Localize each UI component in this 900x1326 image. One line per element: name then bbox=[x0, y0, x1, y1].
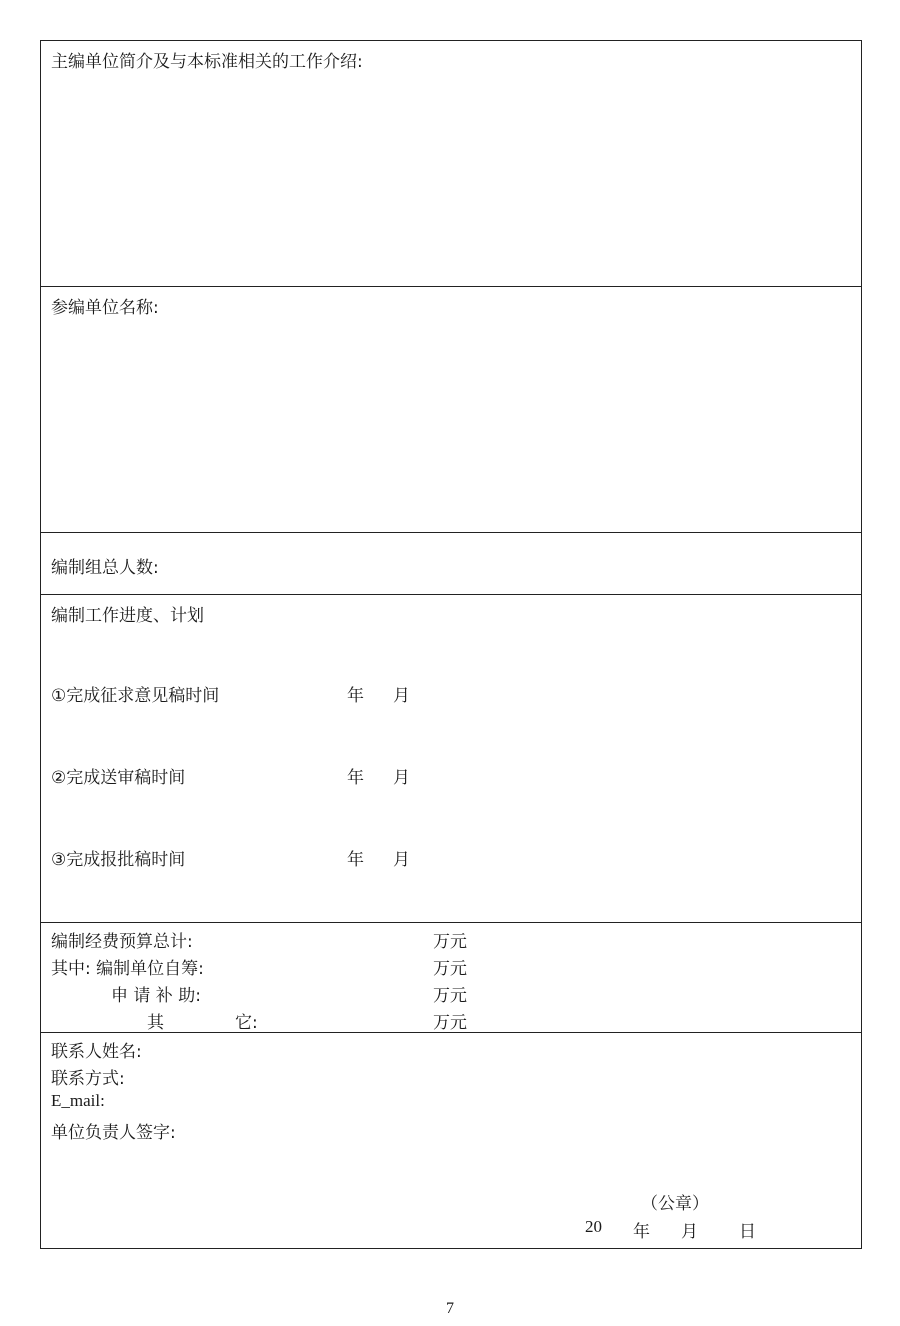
official-seal-label: （公章） bbox=[641, 1194, 709, 1214]
schedule-item-label: ③完成报批稿时间 bbox=[51, 850, 186, 870]
schedule-item-year: 年 bbox=[347, 768, 364, 788]
page-number: 7 bbox=[446, 1300, 454, 1317]
contact-name-label: 联系人姓名: bbox=[51, 1042, 142, 1062]
budget-self-label: 其中: 编制单位自筹: bbox=[51, 959, 204, 979]
budget-other-label: 它: bbox=[235, 1013, 258, 1033]
date-month: 月 bbox=[681, 1222, 698, 1242]
budget-other-label: 其 bbox=[147, 1013, 164, 1033]
schedule-item-year: 年 bbox=[347, 686, 364, 706]
schedule-item-label: ①完成征求意见稿时间 bbox=[51, 686, 220, 706]
date-year: 年 bbox=[633, 1222, 650, 1242]
budget-unit: 万元 bbox=[433, 1013, 467, 1033]
budget-unit: 万元 bbox=[433, 986, 467, 1006]
budget-section bbox=[41, 923, 861, 1033]
date-day: 日 bbox=[739, 1222, 756, 1242]
budget-total-label: 编制经费预算总计: bbox=[51, 932, 193, 952]
schedule-item-year: 年 bbox=[347, 850, 364, 870]
schedule-title: 编制工作进度、计划 bbox=[51, 606, 204, 626]
date-prefix: 20 bbox=[585, 1217, 602, 1236]
budget-subsidy-label: 申 请 补 助: bbox=[111, 986, 201, 1006]
application-form bbox=[40, 40, 862, 1249]
editor-intro-label: 主编单位简介及与本标准相关的工作介绍: bbox=[51, 52, 363, 72]
budget-unit: 万元 bbox=[433, 932, 467, 952]
contact-section bbox=[41, 1033, 861, 1248]
schedule-item-month: 月 bbox=[393, 686, 410, 706]
schedule-item-label: ②完成送审稿时间 bbox=[51, 768, 186, 788]
budget-unit: 万元 bbox=[433, 959, 467, 979]
team-size-label: 编制组总人数: bbox=[51, 558, 159, 578]
contact-email-label: E_mail: bbox=[51, 1091, 105, 1110]
team-size-section bbox=[41, 533, 861, 595]
schedule-item-month: 月 bbox=[393, 850, 410, 870]
schedule-item-month: 月 bbox=[393, 768, 410, 788]
participants-section bbox=[41, 287, 861, 533]
schedule-section bbox=[41, 595, 861, 923]
signature-label: 单位负责人签字: bbox=[51, 1123, 176, 1143]
contact-method-label: 联系方式: bbox=[51, 1069, 125, 1089]
editor-intro-section bbox=[41, 41, 861, 287]
participants-label: 参编单位名称: bbox=[51, 298, 159, 318]
